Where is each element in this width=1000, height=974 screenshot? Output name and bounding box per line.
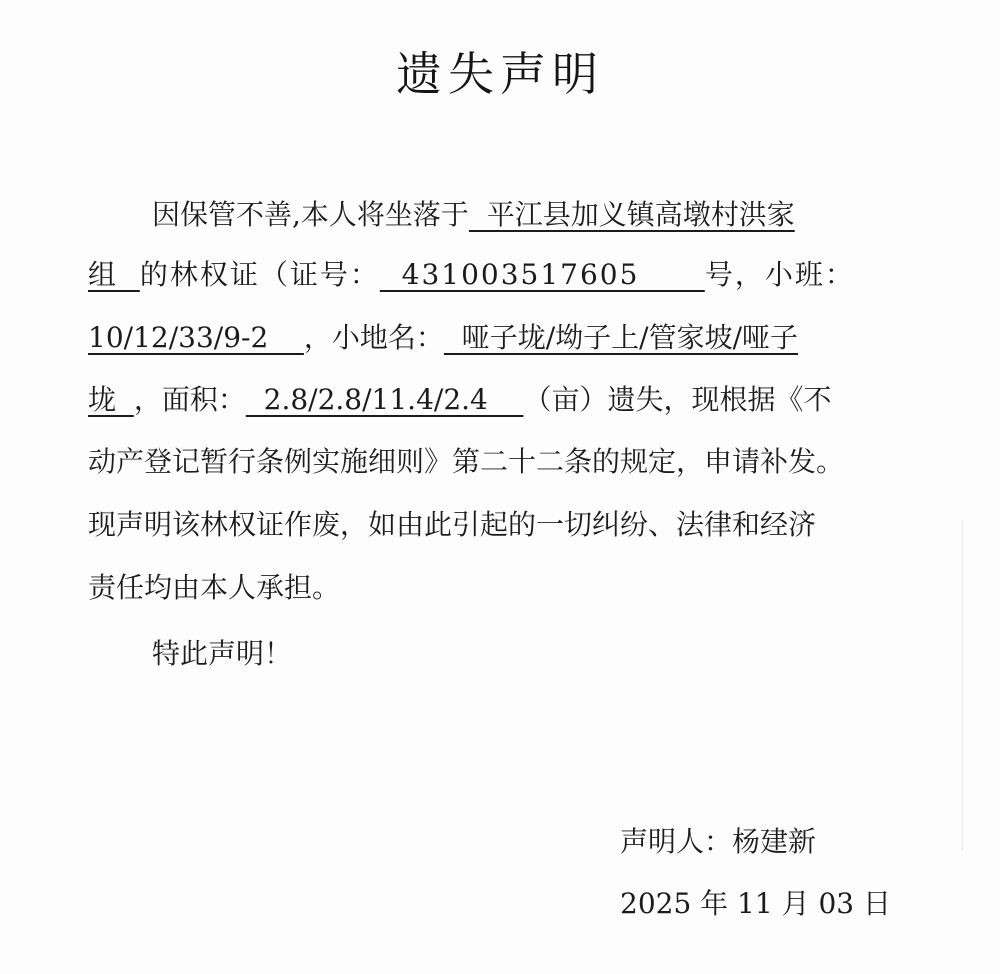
- declaration-date: 2025 年 11 月 03 日: [620, 887, 892, 920]
- subclass-label: 号，小班：: [704, 258, 855, 291]
- body-line-1: [152, 195, 795, 235]
- cert-number-field: 431003517605: [379, 258, 705, 291]
- area-label: ，面积：: [133, 383, 246, 416]
- place-label: ，小地名：: [303, 321, 444, 354]
- body-line-7: 责任均由本人承担。: [88, 571, 341, 604]
- declarant-name: 声明人：杨建新: [620, 825, 817, 858]
- body-line-2: [88, 255, 855, 295]
- intro-text: 因保管不善,本人将坐落于: [152, 198, 469, 231]
- body-line-3: [88, 318, 798, 358]
- location-field-part1: 平江县加义镇高墩村洪家: [468, 198, 795, 231]
- body-line-6: 现声明该林权证作废，如由此引起的一切纠纷、法律和经济: [88, 508, 817, 541]
- area-unit-text: （亩）遗失，现根据《不: [523, 383, 832, 416]
- closing-text: 特此声明！: [152, 637, 293, 670]
- body-line-5: 动产登记暂行条例实施细则》第二十二条的规定，申请补发。: [88, 445, 845, 478]
- subclass-field: 10/12/33/9-2: [88, 321, 304, 354]
- location-field-part2: 组: [88, 258, 140, 291]
- document-title: 遗失声明: [396, 47, 604, 101]
- place-name-field-part1: 哑子垅/坳子上/管家坡/哑子: [443, 321, 799, 354]
- body-line-4: [88, 380, 831, 420]
- scan-edge-line: [962, 520, 963, 850]
- area-field: 2.8/2.8/11.4/2.4: [245, 383, 524, 416]
- place-name-field-part2: 垅: [88, 383, 134, 416]
- cert-label: 的林权证（证号：: [139, 258, 380, 291]
